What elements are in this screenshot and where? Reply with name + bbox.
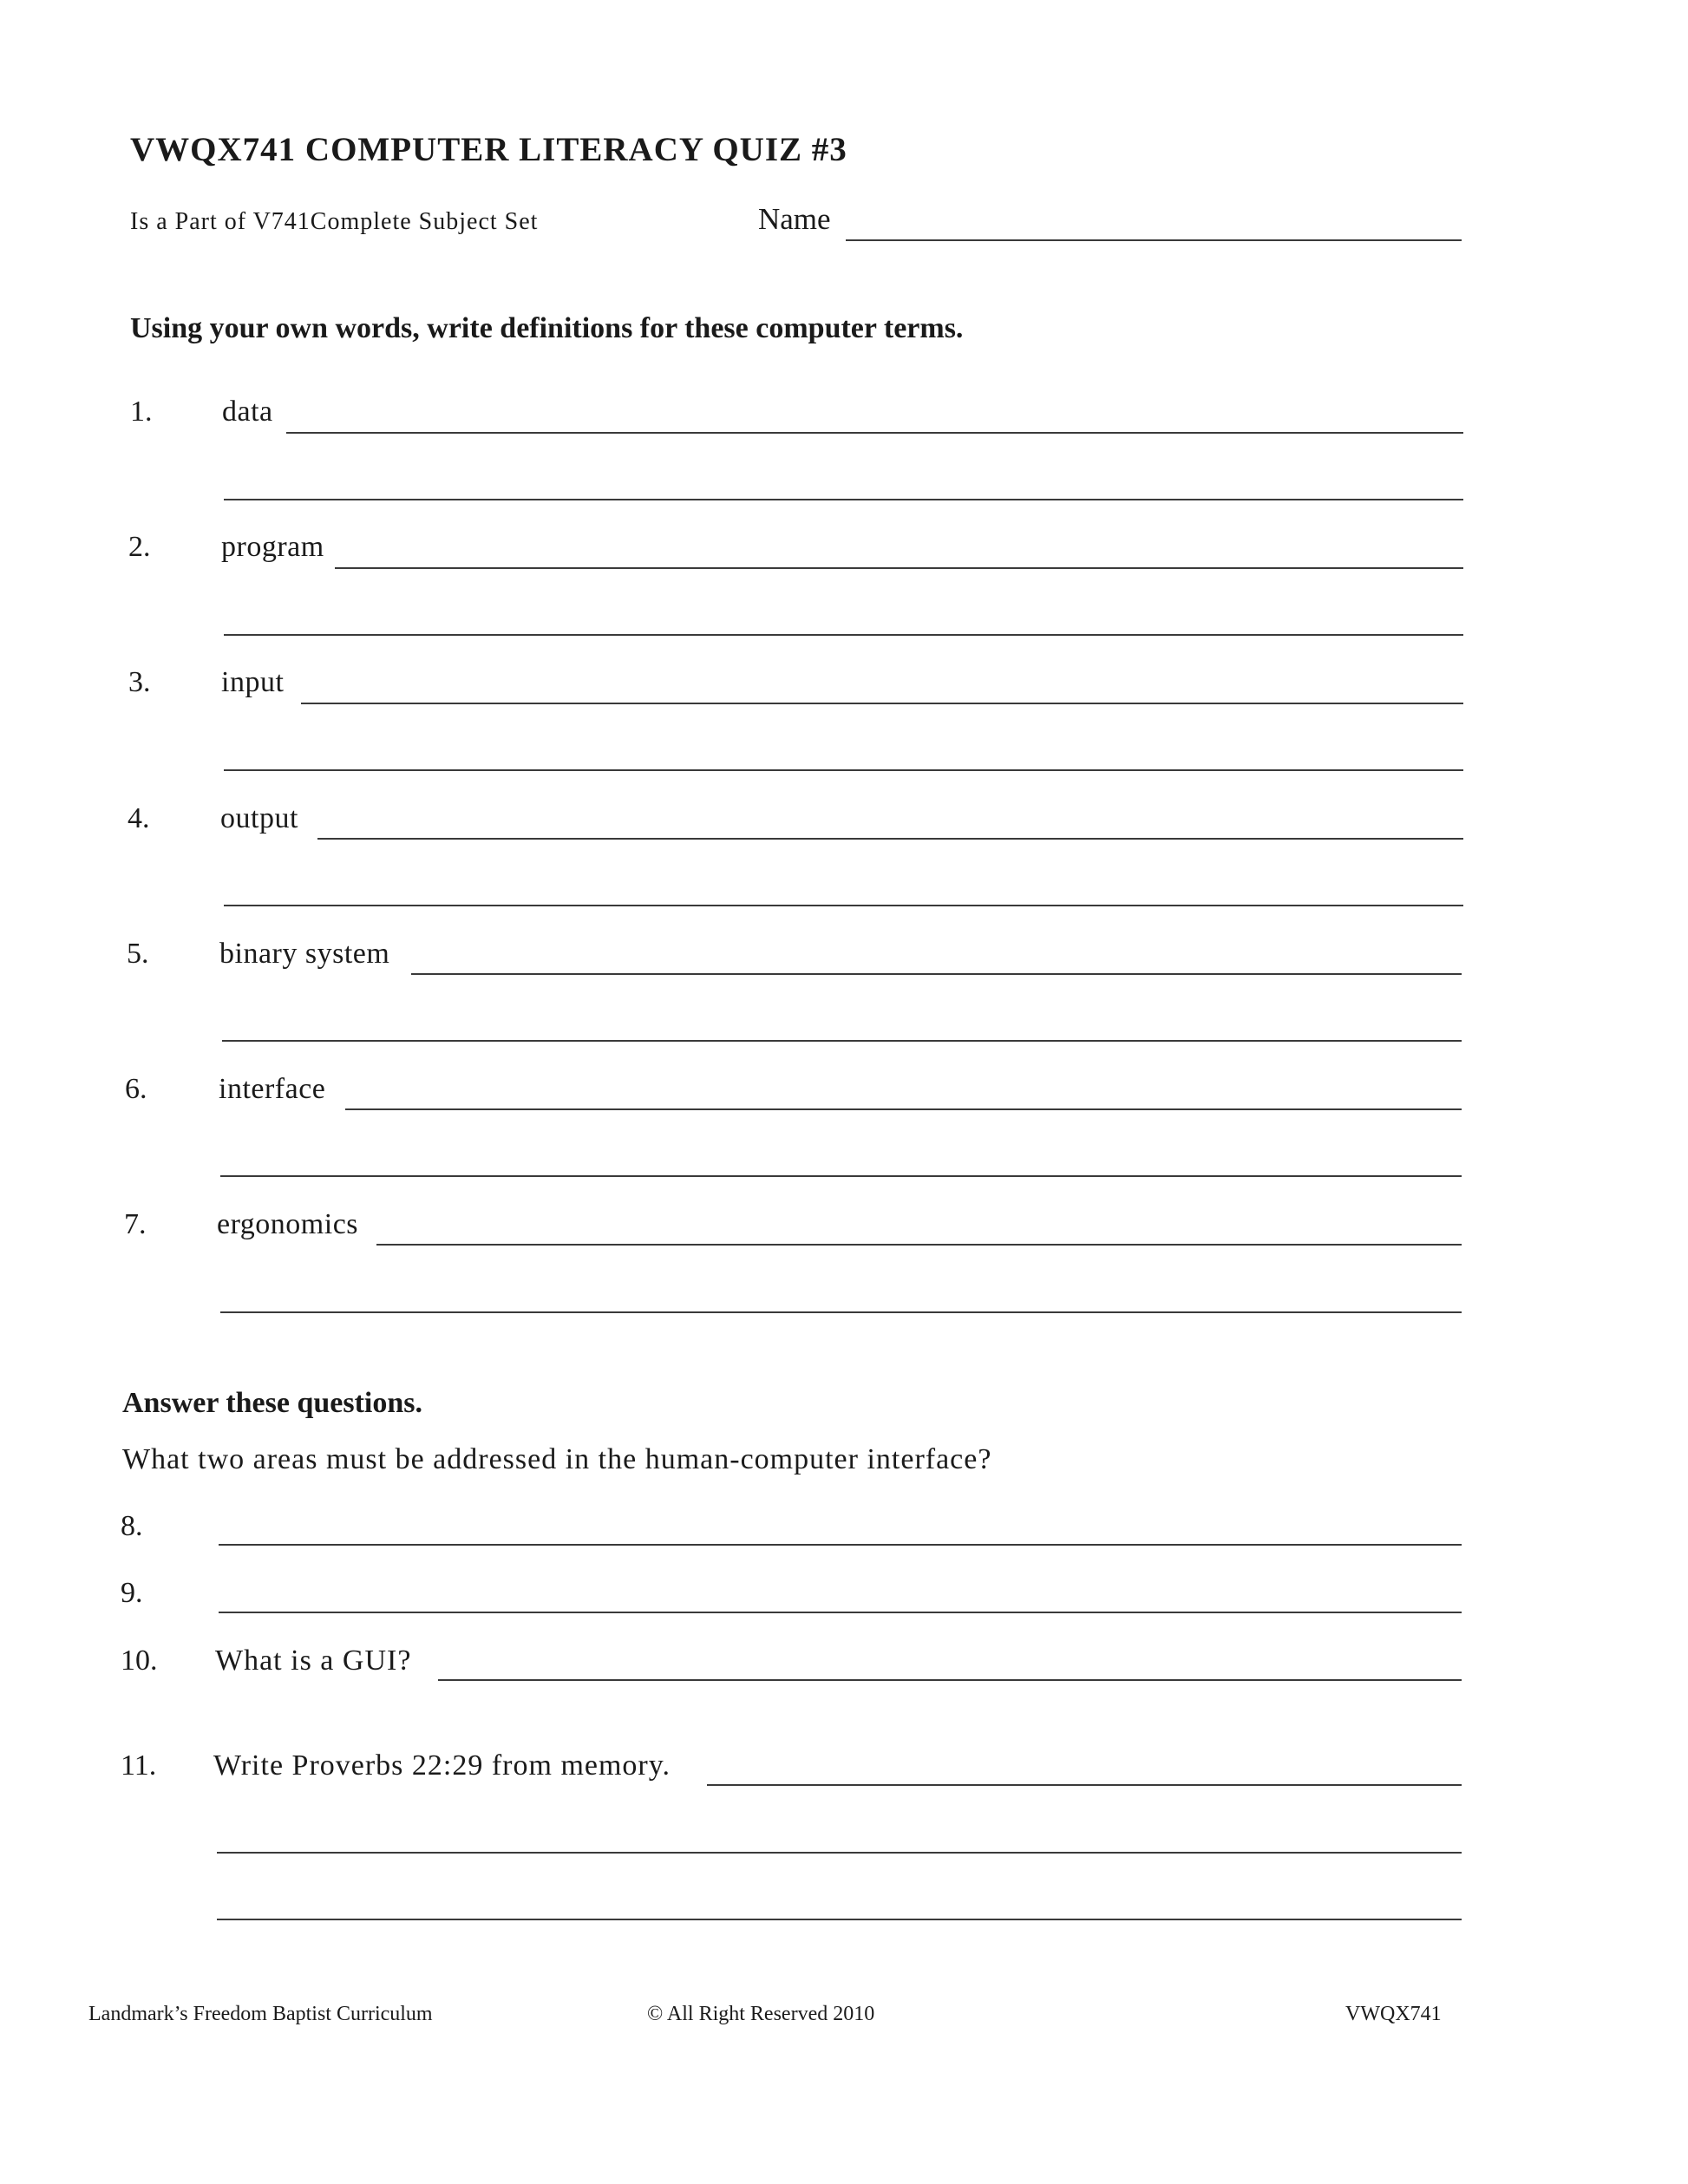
item-number: 2. xyxy=(128,531,151,563)
item-number: 5. xyxy=(127,938,149,970)
item-number: 10. xyxy=(121,1645,158,1677)
section-heading: Answer these questions. xyxy=(122,1387,423,1419)
answer-line[interactable] xyxy=(217,1919,1462,1920)
answer-line[interactable] xyxy=(219,1544,1462,1546)
answer-line[interactable] xyxy=(411,973,1462,975)
page-title: VWQX741 COMPUTER LITERACY QUIZ #3 xyxy=(130,131,847,168)
answer-line[interactable] xyxy=(335,567,1463,569)
answer-line[interactable] xyxy=(222,1040,1462,1042)
page-subtitle: Is a Part of V741Complete Subject Set xyxy=(130,208,539,235)
question-text: What is a GUI? xyxy=(215,1645,412,1677)
item-number: 11. xyxy=(121,1749,157,1782)
answer-line[interactable] xyxy=(220,1175,1462,1177)
item-number: 1. xyxy=(130,396,153,428)
answer-line[interactable] xyxy=(345,1108,1462,1110)
answer-line[interactable] xyxy=(301,703,1463,704)
term-label: ergonomics xyxy=(217,1208,359,1240)
answer-line[interactable] xyxy=(438,1679,1462,1681)
answer-line[interactable] xyxy=(224,905,1463,906)
name-field[interactable] xyxy=(846,239,1462,241)
answer-line[interactable] xyxy=(707,1784,1462,1786)
question-text: Write Proverbs 22:29 from memory. xyxy=(213,1749,671,1782)
footer-right: VWQX741 xyxy=(1345,2003,1442,2025)
answer-line[interactable] xyxy=(224,499,1463,500)
item-number: 3. xyxy=(128,666,151,698)
answer-line[interactable] xyxy=(317,838,1463,840)
item-number: 8. xyxy=(121,1510,143,1542)
answer-line[interactable] xyxy=(286,432,1463,434)
item-number: 6. xyxy=(125,1073,147,1105)
term-label: data xyxy=(222,396,273,428)
item-number: 7. xyxy=(124,1208,147,1240)
item-number: 9. xyxy=(121,1577,143,1609)
item-number: 4. xyxy=(128,802,150,834)
answer-line[interactable] xyxy=(217,1852,1462,1854)
name-label: Name xyxy=(758,202,831,236)
footer-left: Landmark’s Freedom Baptist Curriculum xyxy=(88,2003,433,2025)
term-label: binary system xyxy=(219,938,390,970)
answer-line[interactable] xyxy=(224,634,1463,636)
question-prompt: What two areas must be addressed in the human-computer interface? xyxy=(122,1443,992,1475)
term-label: interface xyxy=(219,1073,326,1105)
answer-line[interactable] xyxy=(376,1244,1462,1246)
term-label: input xyxy=(221,666,285,698)
term-label: program xyxy=(221,531,324,563)
answer-line[interactable] xyxy=(224,769,1463,771)
term-label: output xyxy=(220,802,298,834)
answer-line[interactable] xyxy=(219,1612,1462,1613)
section-instructions: Using your own words, write definitions for these computer terms. xyxy=(130,312,964,344)
footer-center: © All Right Reserved 2010 xyxy=(647,2003,875,2025)
answer-line[interactable] xyxy=(220,1311,1462,1313)
